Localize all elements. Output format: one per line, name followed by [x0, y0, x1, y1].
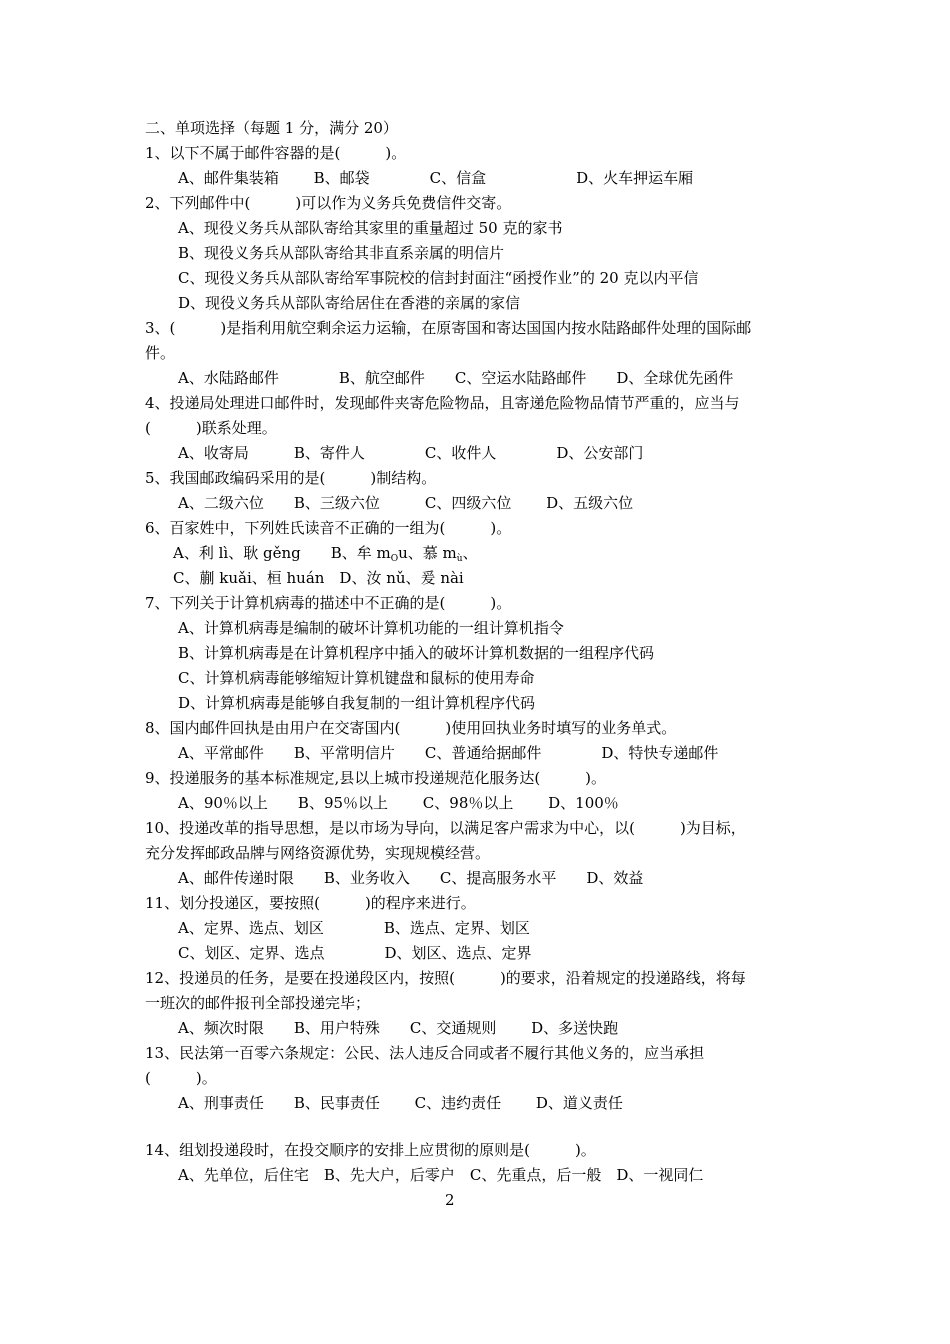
question-1-options: A、邮件集装箱 B、邮袋 C、信盒 D、火车押运车厢	[178, 169, 694, 187]
question-2-option-d: D、现役义务兵从部队寄给居住在香港的亲属的家信	[178, 294, 521, 312]
question-8-options: A、平常邮件 B、平常明信片 C、普通给据邮件 D、特快专递邮件	[178, 744, 719, 762]
question-2-option-c: C、现役义务兵从部队寄给军事院校的信封封面注“函授作业”的 20 克以内平信	[178, 269, 699, 287]
question-13-stem: 13、民法第一百零六条规定：公民、法人违反合同或者不履行其他义务的，应当承担	[145, 1044, 705, 1062]
question-4-stem-cont: ( )联系处理。	[145, 419, 277, 437]
question-11-stem: 11、划分投递区，要按照( )的程序来进行。	[145, 894, 476, 912]
question-14-stem: 14、组划投递段时，在投交顺序的安排上应贯彻的原则是( )。	[145, 1141, 596, 1159]
question-6-options-ab	[173, 543, 478, 569]
question-5-options: A、二级六位 B、三级六位 C、四级六位 D、五级六位	[178, 494, 634, 512]
question-3-stem: 3、( )是指利用航空剩余运力运输，在原寄国和寄达国国内按水陆路邮件处理的国际邮	[145, 319, 752, 337]
question-7-option-a: A、计算机病毒是编制的破坏计算机功能的一组计算机指令	[178, 619, 564, 637]
question-6-stem: 6、百家姓中，下列姓氏读音不正确的一组为( )。	[145, 519, 512, 537]
question-3-stem-cont: 件。	[145, 344, 176, 362]
question-9-options: A、90％以上 B、95％以上 C、98％以上 D、100％	[178, 794, 619, 812]
question-13-stem-cont: ( )。	[145, 1069, 217, 1087]
question-6-option-b-end: 、	[462, 544, 478, 562]
page-number: 2	[445, 1191, 455, 1209]
question-2-stem: 2、下列邮件中( )可以作为义务兵免费信件交寄。	[145, 194, 512, 212]
question-5-stem: 5、我国邮政编码采用的是( )制结构。	[145, 469, 437, 487]
section-heading: 二、单项选择（每题 1 分，满分 20）	[145, 119, 398, 137]
question-1-stem: 1、以下不属于邮件容器的是( )。	[145, 144, 407, 162]
question-8-stem: 8、国内邮件回执是由用户在交寄国内( )使用回执业务时填写的业务单式。	[145, 719, 677, 737]
question-6-option-b-mid: u、慕 m	[398, 544, 457, 562]
question-2-option-a: A、现役义务兵从部队寄给其家里的重量超过 50 克的家书	[178, 219, 563, 237]
question-12-stem-cont: 一班次的邮件报刊全部投递完毕；	[145, 994, 371, 1012]
pinyin-subscript-u: ù	[456, 554, 463, 564]
question-3-options: A、水陆路邮件 B、航空邮件 C、空运水陆路邮件 D、全球优先函件	[178, 369, 734, 387]
question-9-stem: 9、投递服务的基本标准规定,县以上城市投递规范化服务达( )。	[145, 769, 607, 787]
question-4-options: A、收寄局 B、寄件人 C、收件人 D、公安部门	[178, 444, 644, 462]
question-11-options-ab: A、定界、选点、划区 B、选点、定界、划区	[178, 919, 530, 937]
question-13-options: A、刑事责任 B、民事责任 C、违约责任 D、道义责任	[178, 1094, 623, 1112]
question-7-option-c: C、计算机病毒能够缩短计算机键盘和鼠标的使用寿命	[178, 669, 535, 687]
question-10-stem: 10、投递改革的指导思想，是以市场为导向，以满足客户需求为中心，以( )为目标，	[145, 819, 746, 837]
question-14-options: A、先单位，后住宅 B、先大户，后零户 C、先重点，后一般 D、一视同仁	[178, 1166, 704, 1184]
question-7-stem: 7、下列关于计算机病毒的描述中不正确的是( )。	[145, 594, 512, 612]
question-2-option-b: B、现役义务兵从部队寄给其非直系亲属的明信片	[178, 244, 505, 262]
question-7-option-d: D、计算机病毒是能够自我复制的一组计算机程序代码	[178, 694, 536, 712]
question-7-option-b: B、计算机病毒是在计算机程序中插入的破坏计算机数据的一组程序代码	[178, 644, 655, 662]
question-6-option-a-text: A、利 lì、耿 gěng B、牟 m	[173, 544, 391, 562]
question-10-options: A、邮件传递时限 B、业务收入 C、提高服务水平 D、效益	[178, 869, 644, 887]
question-12-options: A、频次时限 B、用户特殊 C、交通规则 D、多送快跑	[178, 1019, 619, 1037]
question-10-stem-cont: 充分发挥邮政品牌与网络资源优势，实现规模经营。	[145, 844, 491, 862]
question-4-stem: 4、投递局处理进口邮件时，发现邮件夹寄危险物品，且寄递危险物品情节严重的，应当与	[145, 394, 740, 412]
pinyin-subscript-o: O	[390, 554, 399, 564]
question-6-options-cd: C、蒯 kuǎi、桓 huán D、汝 nǔ、爰 nài	[173, 569, 464, 587]
question-12-stem: 12、投递员的任务，是要在投递段区内，按照( )的要求，沿着规定的投递路线，将每	[145, 969, 746, 987]
question-11-options-cd: C、划区、定界、选点 D、划区、选点、定界	[178, 944, 532, 962]
